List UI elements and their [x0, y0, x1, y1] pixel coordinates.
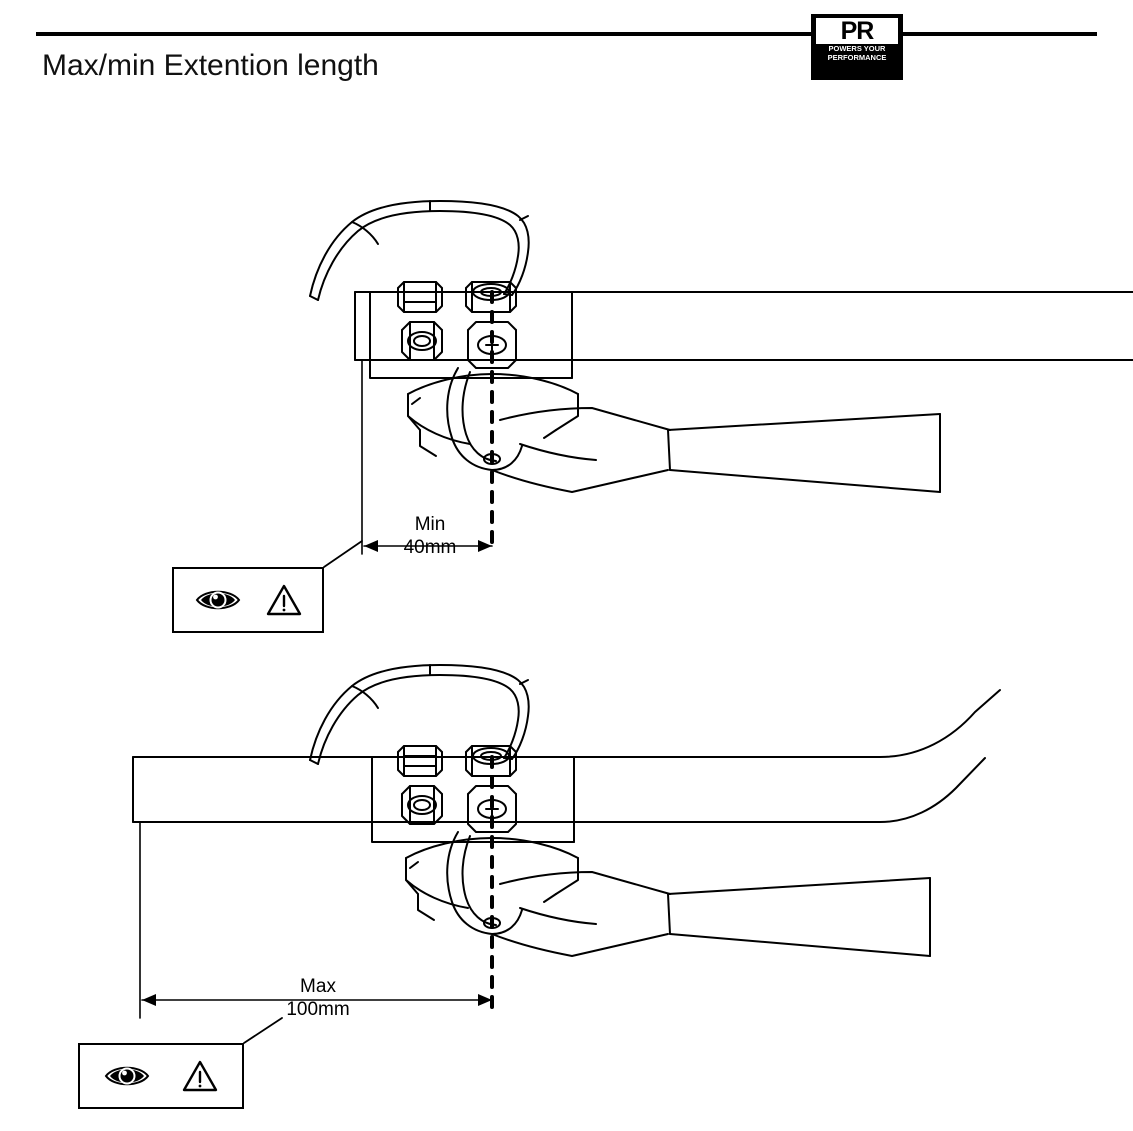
page-title: Max/min Extention length [42, 49, 379, 82]
brand-tagline-line2: PERFORMANCE [827, 53, 887, 62]
brand-tagline-line1: POWERS YOUR [828, 44, 886, 53]
eye-icon [104, 1061, 150, 1091]
dimension-max-value: 100mm [286, 999, 350, 1020]
warning-icon-group [80, 1045, 242, 1107]
pro-brand-logo [811, 14, 903, 80]
dimension-min-value: 40mm [403, 537, 457, 558]
warning-triangle-icon [266, 583, 302, 617]
warning-icon-group [174, 569, 322, 631]
eye-icon [195, 585, 241, 615]
dimension-label-min [330, 513, 530, 559]
warning-box-top [172, 567, 324, 633]
warning-triangle-icon [182, 1059, 218, 1093]
brand-wordmark: PR [816, 18, 898, 44]
warning-box-bottom [78, 1043, 244, 1109]
dimension-max-name: Max [300, 976, 336, 997]
dimension-label-max [218, 975, 418, 1021]
dimension-min-name: Min [414, 514, 446, 535]
